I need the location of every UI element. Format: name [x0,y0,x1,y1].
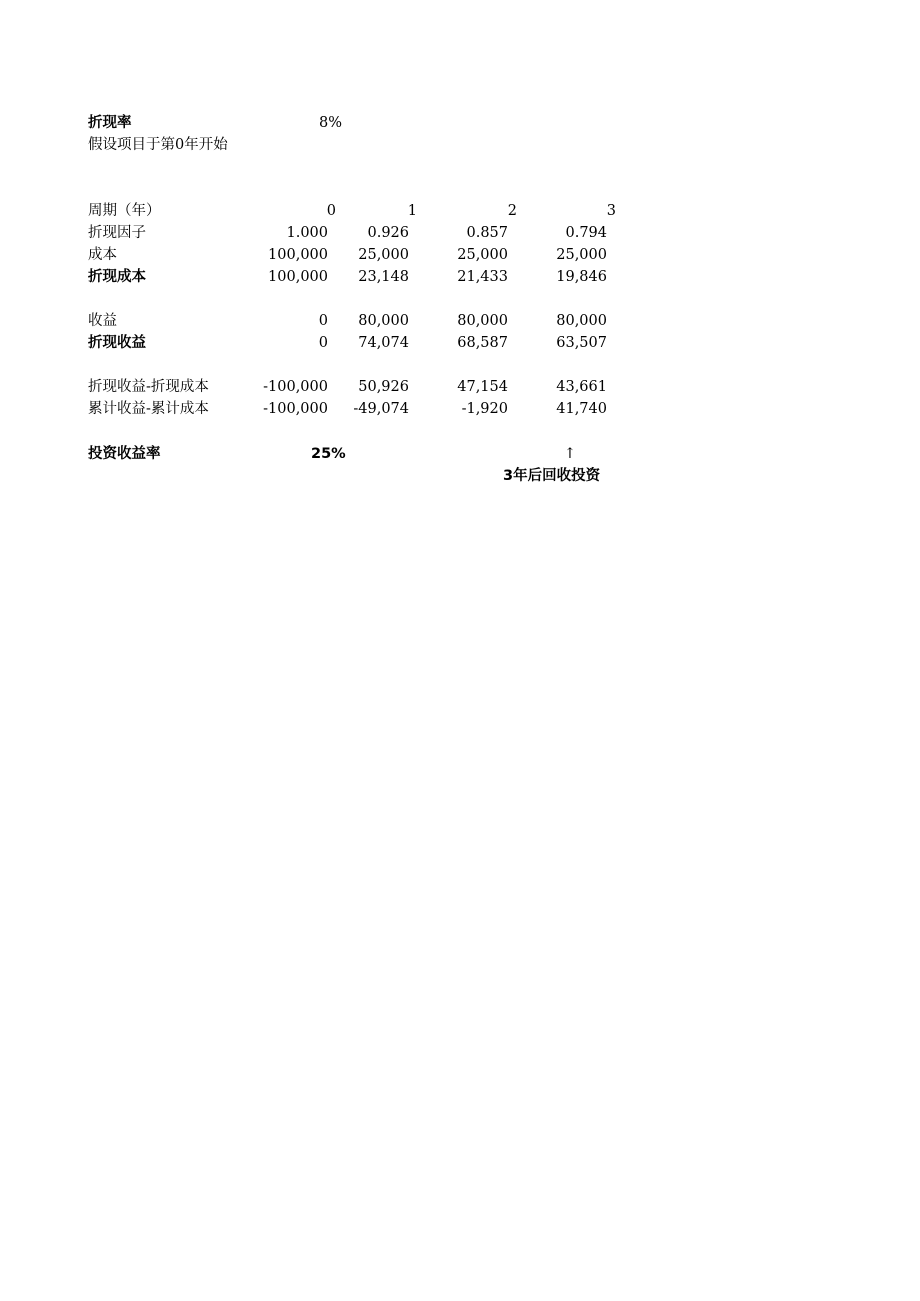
discount-rate-value: 8% [319,115,343,131]
cumulative-cell: -49,074 [353,401,409,417]
revenue-cell: 80,000 [457,313,508,329]
revenue-cell: 80,000 [556,313,607,329]
discounted-cost-label: 折现成本 [88,269,146,285]
up-arrow-icon: ↑ [563,446,577,462]
discounted-cost-cell: 23,148 [358,269,409,285]
net-cell: 47,154 [457,379,508,395]
discount-factor-cell: 0.857 [466,225,508,241]
cost-cell: 100,000 [268,247,328,263]
cumulative-label: 累计收益-累计成本 [88,401,209,417]
discounted-revenue-cell: 63,507 [556,335,607,351]
period-cell: 1 [407,203,417,219]
net-label: 折现收益-折现成本 [88,379,209,395]
payback-note: 3年后回收投资 [503,468,601,484]
discount-factor-label: 折现因子 [88,225,146,241]
cumulative-cell: -1,920 [461,401,508,417]
discount-rate-label: 折现率 [88,115,132,131]
discounted-cost-cell: 100,000 [268,269,328,285]
cost-cell: 25,000 [457,247,508,263]
roi-label: 投资收益率 [88,446,161,462]
period-cell: 0 [326,203,336,219]
discount-factor-cell: 1.000 [286,225,328,241]
revenue-cell: 80,000 [358,313,409,329]
period-cell: 2 [507,203,517,219]
revenue-cell: 0 [318,313,328,329]
assumption-text: 假设项目于第0年开始 [88,137,228,153]
net-cell: -100,000 [263,379,328,395]
cost-label: 成本 [88,247,117,263]
discount-factor-cell: 0.794 [565,225,607,241]
roi-value: 25% [311,446,346,462]
discounted-revenue-cell: 74,074 [358,335,409,351]
discounted-cost-cell: 21,433 [457,269,508,285]
cumulative-cell: 41,740 [556,401,607,417]
net-cell: 43,661 [556,379,607,395]
discounted-revenue-cell: 0 [318,335,328,351]
discounted-revenue-label: 折现收益 [88,335,146,351]
cost-cell: 25,000 [358,247,409,263]
net-cell: 50,926 [358,379,409,395]
period-cell: 3 [606,203,616,219]
discounted-revenue-cell: 68,587 [457,335,508,351]
cumulative-cell: -100,000 [263,401,328,417]
period-label: 周期（年） [88,203,161,219]
discount-factor-cell: 0.926 [367,225,409,241]
revenue-label: 收益 [88,313,117,329]
cost-cell: 25,000 [556,247,607,263]
discounted-cost-cell: 19,846 [556,269,607,285]
